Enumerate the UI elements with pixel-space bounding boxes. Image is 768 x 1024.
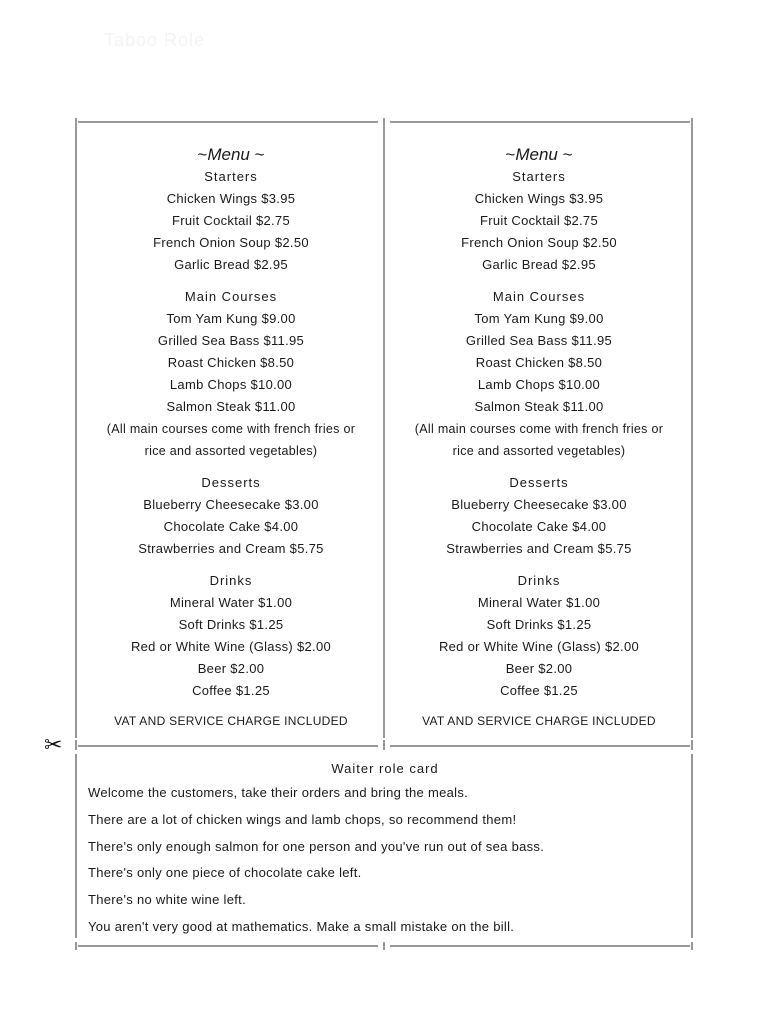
menu-item: Coffee $1.25	[192, 683, 270, 698]
menu-title-prefix: ~	[197, 145, 208, 164]
menu-item: Tom Yam Kung $9.00	[166, 311, 296, 326]
menu-item: Fruit Cocktail $2.75	[480, 213, 598, 228]
menu-item: Tom Yam Kung $9.00	[474, 311, 604, 326]
vat-note: VAT AND SERVICE CHARGE INCLUDED	[422, 714, 656, 728]
menu-item: Strawberries and Cream $5.75	[138, 541, 324, 556]
menu-title-text: Menu	[207, 145, 250, 164]
mains-note: (All main courses come with french fries or	[414, 422, 664, 436]
menu-item: Salmon Steak $11.00	[166, 399, 296, 414]
menu-title-suffix: ~	[562, 145, 573, 164]
menu-left	[78, 122, 384, 732]
menu-item: Red or White Wine (Glass) $2.00	[130, 639, 332, 654]
menu-item: Strawberries and Cream $5.75	[446, 541, 632, 556]
menu-item: Roast Chicken $8.50	[167, 355, 295, 370]
menu-item: Chicken Wings $3.95	[166, 191, 296, 206]
menu-item: Lamb Chops $10.00	[477, 377, 601, 392]
menu-item: French Onion Soup $2.50	[153, 235, 309, 250]
menu-item: Garlic Bread $2.95	[482, 257, 596, 272]
role-card-title: Waiter role card	[331, 761, 439, 776]
menu-item: Coffee $1.25	[500, 683, 578, 698]
role-card-line: There's no white wine left.	[88, 892, 246, 908]
role-card-line: There's only one piece of chocolate cake left.	[88, 865, 362, 881]
mains-note: rice and assorted vegetables)	[452, 444, 626, 458]
starters-heading: Starters	[512, 169, 566, 184]
menu-item: Chocolate Cake $4.00	[163, 519, 299, 534]
role-card-line: There are a lot of chicken wings and lamb chops, so recommend them!	[88, 811, 517, 827]
menu-item: Salmon Steak $11.00	[474, 399, 604, 414]
menu-item: Blueberry Cheesecake $3.00	[143, 497, 319, 512]
mains-heading: Main Courses	[184, 289, 278, 304]
waiter-role-card	[88, 758, 682, 941]
menu-title	[78, 144, 384, 166]
role-card-line: You aren't very good at mathematics. Make a small mistake on the bill.	[88, 918, 515, 934]
starters-heading: Starters	[204, 169, 258, 184]
menu-item: Fruit Cocktail $2.75	[172, 213, 290, 228]
menu-item: Roast Chicken $8.50	[475, 355, 603, 370]
menu-item: Mineral Water $1.00	[169, 595, 293, 610]
menu-item: Chicken Wings $3.95	[474, 191, 604, 206]
page-header-faint: Taboo Role	[104, 30, 206, 50]
drinks-heading: Drinks	[517, 573, 561, 588]
mains-heading: Main Courses	[492, 289, 586, 304]
menu-item: Soft Drinks $1.25	[178, 617, 284, 632]
menu-item: French Onion Soup $2.50	[461, 235, 617, 250]
desserts-heading: Desserts	[201, 475, 261, 490]
menu-item: Blueberry Cheesecake $3.00	[451, 497, 627, 512]
role-card-line: There's only enough salmon for one person and you've run out of sea bass.	[88, 838, 545, 854]
menu-title	[386, 144, 692, 166]
role-card-line: Welcome the customers, take their orders and bring the meals.	[88, 785, 469, 800]
menu-item: Garlic Bread $2.95	[174, 257, 288, 272]
menu-item: Beer $2.00	[197, 661, 265, 676]
menu-item: Grilled Sea Bass $11.95	[465, 333, 613, 348]
menu-title-text: Menu	[515, 145, 558, 164]
menu-title-prefix: ~	[505, 145, 516, 164]
mains-note: rice and assorted vegetables)	[144, 444, 318, 458]
menu-item: Beer $2.00	[505, 661, 573, 676]
menu-item: Soft Drinks $1.25	[486, 617, 592, 632]
menu-right	[386, 122, 692, 732]
menu-item: Chocolate Cake $4.00	[471, 519, 607, 534]
menu-item: Red or White Wine (Glass) $2.00	[438, 639, 640, 654]
mains-note: (All main courses come with french fries or	[106, 422, 356, 436]
menu-title-suffix: ~	[254, 145, 265, 164]
menu-item: Grilled Sea Bass $11.95	[157, 333, 305, 348]
menu-item: Mineral Water $1.00	[477, 595, 601, 610]
menu-item: Lamb Chops $10.00	[169, 377, 293, 392]
desserts-heading: Desserts	[509, 475, 569, 490]
vat-note: VAT AND SERVICE CHARGE INCLUDED	[114, 714, 348, 728]
drinks-heading: Drinks	[209, 573, 253, 588]
scissors-icon: ✂	[44, 732, 63, 757]
